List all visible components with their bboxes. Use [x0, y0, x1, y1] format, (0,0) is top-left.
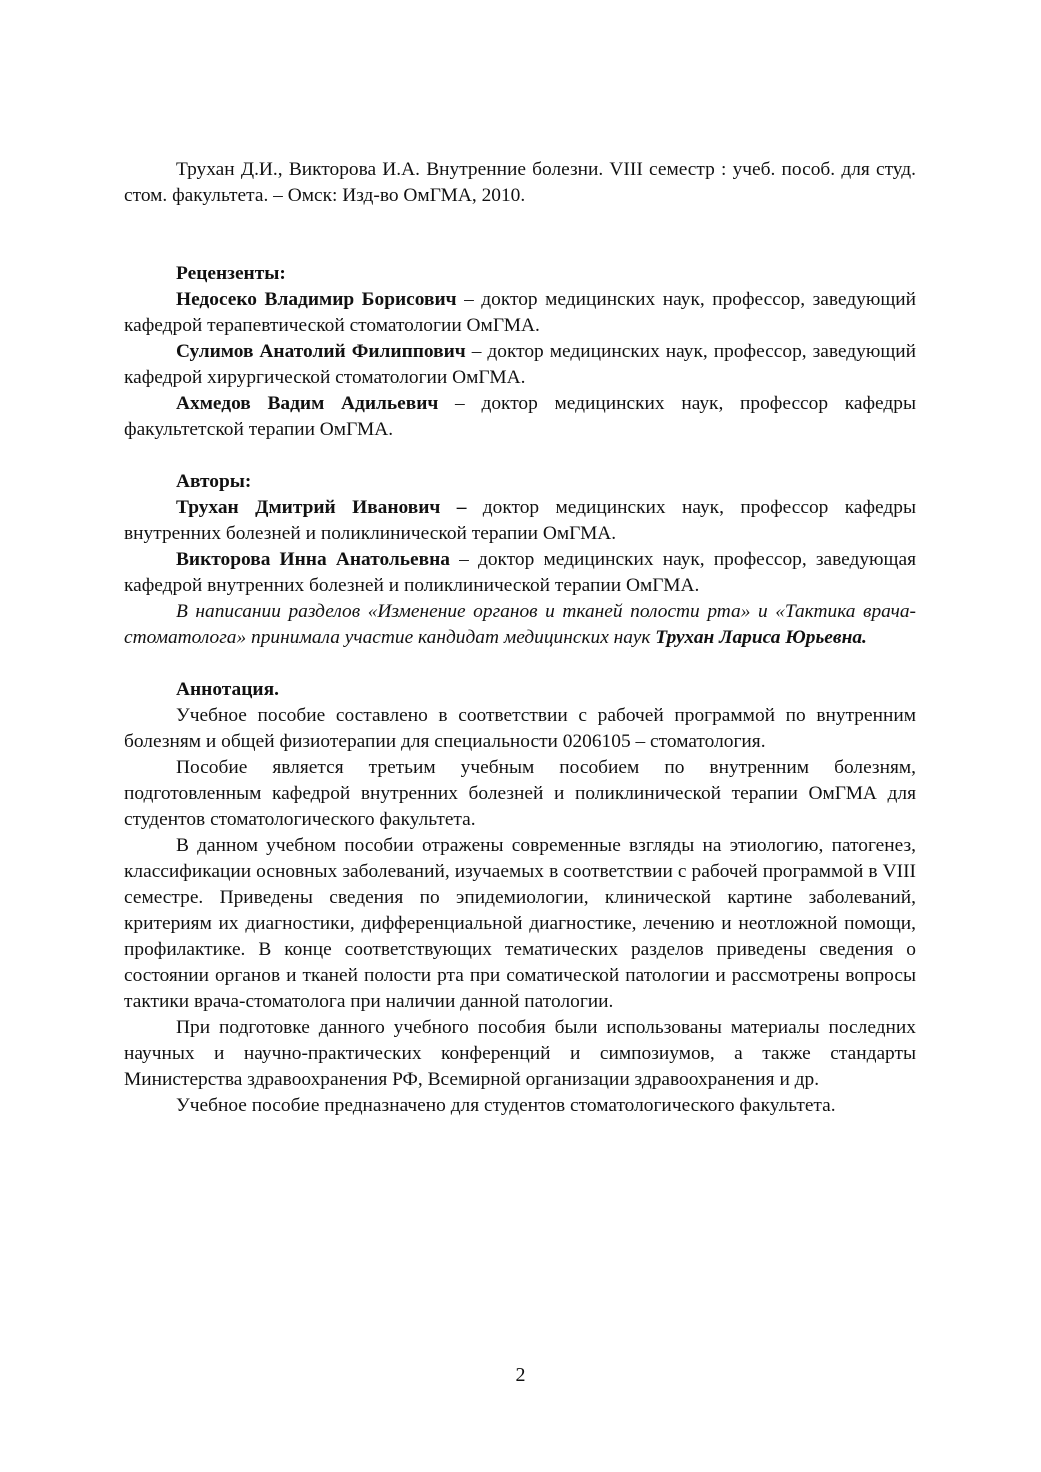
annotation-paragraph: Учебное пособие составлено в соответствии с рабочей программой по внутренним болезням и общей физиотерапии для специальности 0206105 – стоматология.: [124, 705, 916, 752]
authors-note-text: В написании разделов «Изменение органов и тканей полости рта» и «Тактика врача-стоматолога» принимала участие кандидат медицинских наук: [124, 601, 916, 648]
citation: Трухан Д.И., Викторова И.А. Внутренние болезни. VIII семестр : учеб. пособ. для студ. стом. факультета. – Омск: Изд-во ОмГМА, 2010.: [124, 159, 916, 206]
reviewer-name: Ахмедов Вадим Адильевич: [176, 393, 439, 414]
reviewer-description: – доктор медицинских наук, профессор кафедры факультетской терапии ОмГМА.: [124, 393, 917, 440]
authors-note-name: Трухан Лариса Юрьевна.: [655, 627, 867, 648]
reviewer-description: – доктор медицинских наук, профессор, заведующий кафедрой хирургической стоматологии ОмГМА.: [124, 341, 916, 388]
annotation-heading: Аннотация.: [176, 679, 279, 700]
author-name: Трухан Дмитрий Иванович –: [176, 497, 467, 518]
reviewer-entry: [124, 391, 916, 443]
author-description: доктор медицинских наук, профессор кафедры внутренних болезней и поликлинической терапии ОмГМА.: [124, 497, 916, 544]
reviewer-entry: [124, 339, 916, 391]
authors-heading: Авторы:: [176, 471, 252, 492]
author-description: – доктор медицинских наук, профессор, заведующая кафедрой внутренних болезней и поликлинической терапии ОмГМА.: [124, 549, 916, 596]
reviewer-name: Сулимов Анатолий Филиппович: [176, 341, 466, 362]
reviewers-heading: Рецензенты:: [176, 263, 286, 284]
annotation-paragraph: В данном учебном пособии отражены современные взгляды на этиологию, патогенез, классификации основных заболеваний, изучаемых в соответствии с рабочей программой в VIII семестре. Приведены сведения по эпидемиологии, клинической картине заболеваний, критериям их диагностики, дифференциальной диагностике, лечению и неотложной помощи, профилактике. В конце соответствующих тематических разделов приведены сведения о состоянии органов и тканей полости рта при соматической патологии и рассмотрены вопросы тактики врача-стоматолога при наличии данной патологии.: [124, 835, 916, 1012]
page-number: 2: [515, 1364, 526, 1386]
reviewer-entry: [124, 287, 916, 339]
reviewer-name: Недосеко Владимир Борисович: [176, 289, 457, 310]
annotation-paragraph: Учебное пособие предназначено для студентов стоматологического факультета.: [176, 1095, 836, 1116]
author-entry: [124, 547, 916, 599]
page-content: [124, 157, 916, 1119]
reviewer-description: – доктор медицинских наук, профессор, заведующий кафедрой терапевтической стоматологии ОмГМА.: [124, 289, 917, 336]
author-entry: [124, 495, 916, 547]
annotation-paragraph: Пособие является третьим учебным пособием по внутренним болезням, подготовленным кафедрой внутренних болезней и поликлинической терапии ОмГМА для студентов стоматологического факультета.: [124, 757, 916, 830]
author-name: Викторова Инна Анатольевна: [176, 549, 450, 570]
annotation-paragraph: При подготовке данного учебного пособия были использованы материалы последних научных и научно-практических конференций и симпозиумов, а также стандарты Министерства здравоохранения РФ, Всемирной организации здравоохранения и др.: [124, 1017, 916, 1090]
authors-note: [124, 599, 916, 651]
